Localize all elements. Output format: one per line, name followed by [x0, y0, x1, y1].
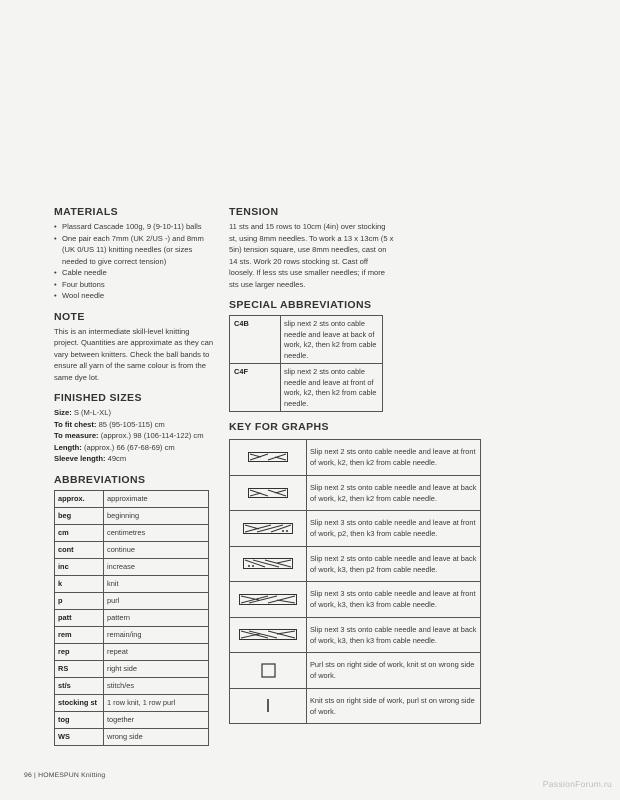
abbr-cell: tog	[55, 711, 104, 728]
abbr-cell: stocking st	[55, 694, 104, 711]
meaning-cell: purl	[104, 592, 209, 609]
abbr-cell: C4B	[230, 316, 281, 364]
table-row	[230, 688, 481, 724]
meaning-cell: pattern	[104, 609, 209, 626]
abbreviations-table	[54, 490, 209, 746]
meaning-cell: 1 row knit, 1 row purl	[104, 694, 209, 711]
abbr-cell: cm	[55, 524, 104, 541]
size-label: Length:	[54, 442, 82, 452]
abbr-cell: C4F	[230, 364, 281, 412]
abbr-cell: p	[55, 592, 104, 609]
cable-5-front-icon	[243, 523, 293, 534]
size-value: (approx.) 98 (106-114-122) cm	[98, 431, 204, 440]
finished-sizes-heading: FINISHED SIZES	[54, 392, 142, 404]
special-abbreviations-table	[229, 315, 383, 412]
size-value: 49cm	[105, 454, 127, 463]
abbr-cell: rem	[55, 626, 104, 643]
size-label: To measure:	[54, 431, 99, 440]
table-row	[230, 582, 481, 618]
meaning-cell: continue	[104, 541, 209, 558]
right-column	[229, 206, 489, 724]
meaning-cell: wrong side	[104, 728, 209, 745]
meaning-cell: stitch/es	[104, 677, 209, 694]
footer-separator: |	[31, 772, 39, 779]
key-for-graphs-table	[229, 439, 481, 724]
key-description: Slip next 2 sts onto cable needle and leave at front of work, k2, then k2 from cable needle.	[307, 440, 481, 476]
symbol-cell	[230, 546, 307, 582]
size-row	[54, 453, 214, 465]
table-row	[55, 711, 209, 728]
key-description: Slip next 3 sts onto cable needle and leave at front of work, k3, then k3 from cable needle.	[307, 582, 481, 618]
key-description: Slip next 2 sts onto cable needle and leave at back of work, k3, then p2 from cable needle.	[307, 546, 481, 582]
cable-6-front-icon	[239, 594, 297, 605]
cable-4-back-icon	[248, 488, 288, 498]
table-row	[230, 475, 481, 511]
table-row	[55, 677, 209, 694]
symbol-cell	[230, 653, 307, 689]
symbol-cell	[230, 475, 307, 511]
size-row	[54, 430, 214, 442]
abbr-cell: WS	[55, 728, 104, 745]
key-description: Slip next 2 sts onto cable needle and leave at back of work, k2, then k2 from cable needle.	[307, 475, 481, 511]
table-row	[230, 546, 481, 582]
purl-square-icon	[261, 663, 276, 678]
meaning-cell: centimetres	[104, 524, 209, 541]
table-row	[55, 592, 209, 609]
size-value: 85 (95-105-115) cm	[96, 419, 165, 429]
key-description: Purl sts on right side of work, knit st on wrong side of work.	[307, 653, 481, 689]
size-label: To fit chest:	[54, 419, 97, 429]
cable-4-front-icon	[248, 452, 288, 462]
finished-sizes-section	[54, 392, 214, 465]
meaning-cell: slip next 2 sts onto cable needle and leave at back of work, k2, then k2 from cable needle.	[281, 316, 383, 364]
abbr-cell: rep	[55, 643, 104, 660]
table-row	[55, 524, 209, 541]
abbreviations-heading: ABBREVIATIONS	[54, 473, 146, 486]
table-row	[55, 558, 209, 575]
list-item: • Four buttons	[54, 279, 214, 291]
cable-6-back-icon	[239, 629, 297, 640]
table-row	[55, 490, 209, 507]
abbr-cell: RS	[55, 660, 104, 677]
list-item: • Wool needle	[54, 290, 214, 302]
list-item: • One pair each 7mm (UK 2/US -) and 8mm (UK 0/US 11) knitting needles (or sizes needed to give correct tension)	[54, 233, 214, 268]
list-item: • Plassard Cascade 100g, 9 (9-10-11) balls	[54, 221, 214, 233]
size-label: Size:	[54, 408, 72, 417]
meaning-cell: right side	[104, 660, 209, 677]
table-row	[55, 507, 209, 524]
symbol-cell	[230, 617, 307, 653]
key-for-graphs-section	[229, 421, 489, 724]
key-description: Slip next 3 sts onto cable needle and leave at front of work, p2, then k3 from cable needle.	[307, 511, 481, 547]
note-text: This is an intermediate skill-level knitting project. Quantities are approximate as they can vary between knitters. Check the ball bands to ensure all yarn of the same colour is from the same dye lot.	[54, 326, 214, 382]
meaning-cell: beginning	[104, 507, 209, 524]
left-column	[54, 206, 214, 746]
abbreviations-section	[54, 474, 214, 746]
meaning-cell: approximate	[104, 490, 209, 507]
table-row	[230, 364, 383, 412]
size-value: S (M-L-XL)	[71, 408, 111, 417]
table-row	[55, 609, 209, 626]
symbol-cell	[230, 440, 307, 476]
table-row	[55, 660, 209, 677]
size-row	[54, 407, 214, 419]
table-row	[230, 653, 481, 689]
tension-text: 11 sts and 15 rows to 10cm (4in) over stocking st, using 8mm needles. To work a 13 x 13cm (5 x 5in) tension square, use 8mm needles, cast on 14 sts. Work 20 rows stocking st. Cast off loosely. If less sts use smaller needles; if more sts use larger needles.	[229, 222, 394, 289]
note-heading: NOTE	[54, 310, 85, 323]
meaning-cell: knit	[104, 575, 209, 592]
table-row	[230, 511, 481, 547]
table-row	[55, 541, 209, 558]
special-abbreviations-heading: SPECIAL ABBREVIATIONS	[229, 299, 372, 311]
tension-heading: TENSION	[229, 206, 279, 218]
abbr-cell: approx.	[55, 490, 104, 507]
meaning-cell: slip next 2 sts onto cable needle and leave at front of work, k2, then k2 from cable needle.	[281, 364, 383, 412]
abbr-cell: k	[55, 575, 104, 592]
cable-5-back-icon	[243, 558, 293, 569]
abbr-cell: st/s	[55, 677, 104, 694]
symbol-cell	[230, 688, 307, 724]
abbr-cell: inc	[55, 558, 104, 575]
meaning-cell: repeat	[104, 643, 209, 660]
table-row	[55, 728, 209, 745]
meaning-cell: remain/ing	[104, 626, 209, 643]
key-description: Slip next 3 sts onto cable needle and leave at back of work, k3, then k3 from cable needle.	[307, 617, 481, 653]
size-label: Sleeve length:	[54, 454, 106, 463]
meaning-cell: together	[104, 711, 209, 728]
table-row	[55, 626, 209, 643]
abbr-cell: cont	[55, 541, 104, 558]
key-description: Knit sts on right side of work, purl st on wrong side of work.	[307, 688, 481, 724]
symbol-cell	[230, 511, 307, 547]
table-row	[55, 643, 209, 660]
abbr-cell: beg	[55, 507, 104, 524]
publication-name: HOMESPUN Knitting	[38, 772, 106, 779]
watermark: PassionForum.ru	[542, 779, 612, 789]
size-row	[54, 419, 214, 431]
table-row	[55, 694, 209, 711]
size-row	[54, 442, 214, 454]
key-for-graphs-heading: KEY FOR GRAPHS	[229, 421, 329, 433]
table-row	[230, 316, 383, 364]
special-abbreviations-section	[229, 299, 489, 412]
symbol-cell	[230, 582, 307, 618]
abbr-cell: patt	[55, 609, 104, 626]
page-number: 96	[24, 772, 32, 779]
materials-heading: MATERIALS	[54, 206, 119, 218]
table-row	[230, 440, 481, 476]
size-value: (approx.) 66 (67-68-69) cm	[81, 442, 175, 452]
knit-bar-icon	[265, 699, 271, 712]
table-row	[230, 617, 481, 653]
page-footer	[24, 772, 105, 779]
note-section	[54, 311, 214, 384]
materials-list	[54, 221, 214, 302]
list-item: • Cable needle	[54, 267, 214, 279]
table-row	[55, 575, 209, 592]
meaning-cell: increase	[104, 558, 209, 575]
